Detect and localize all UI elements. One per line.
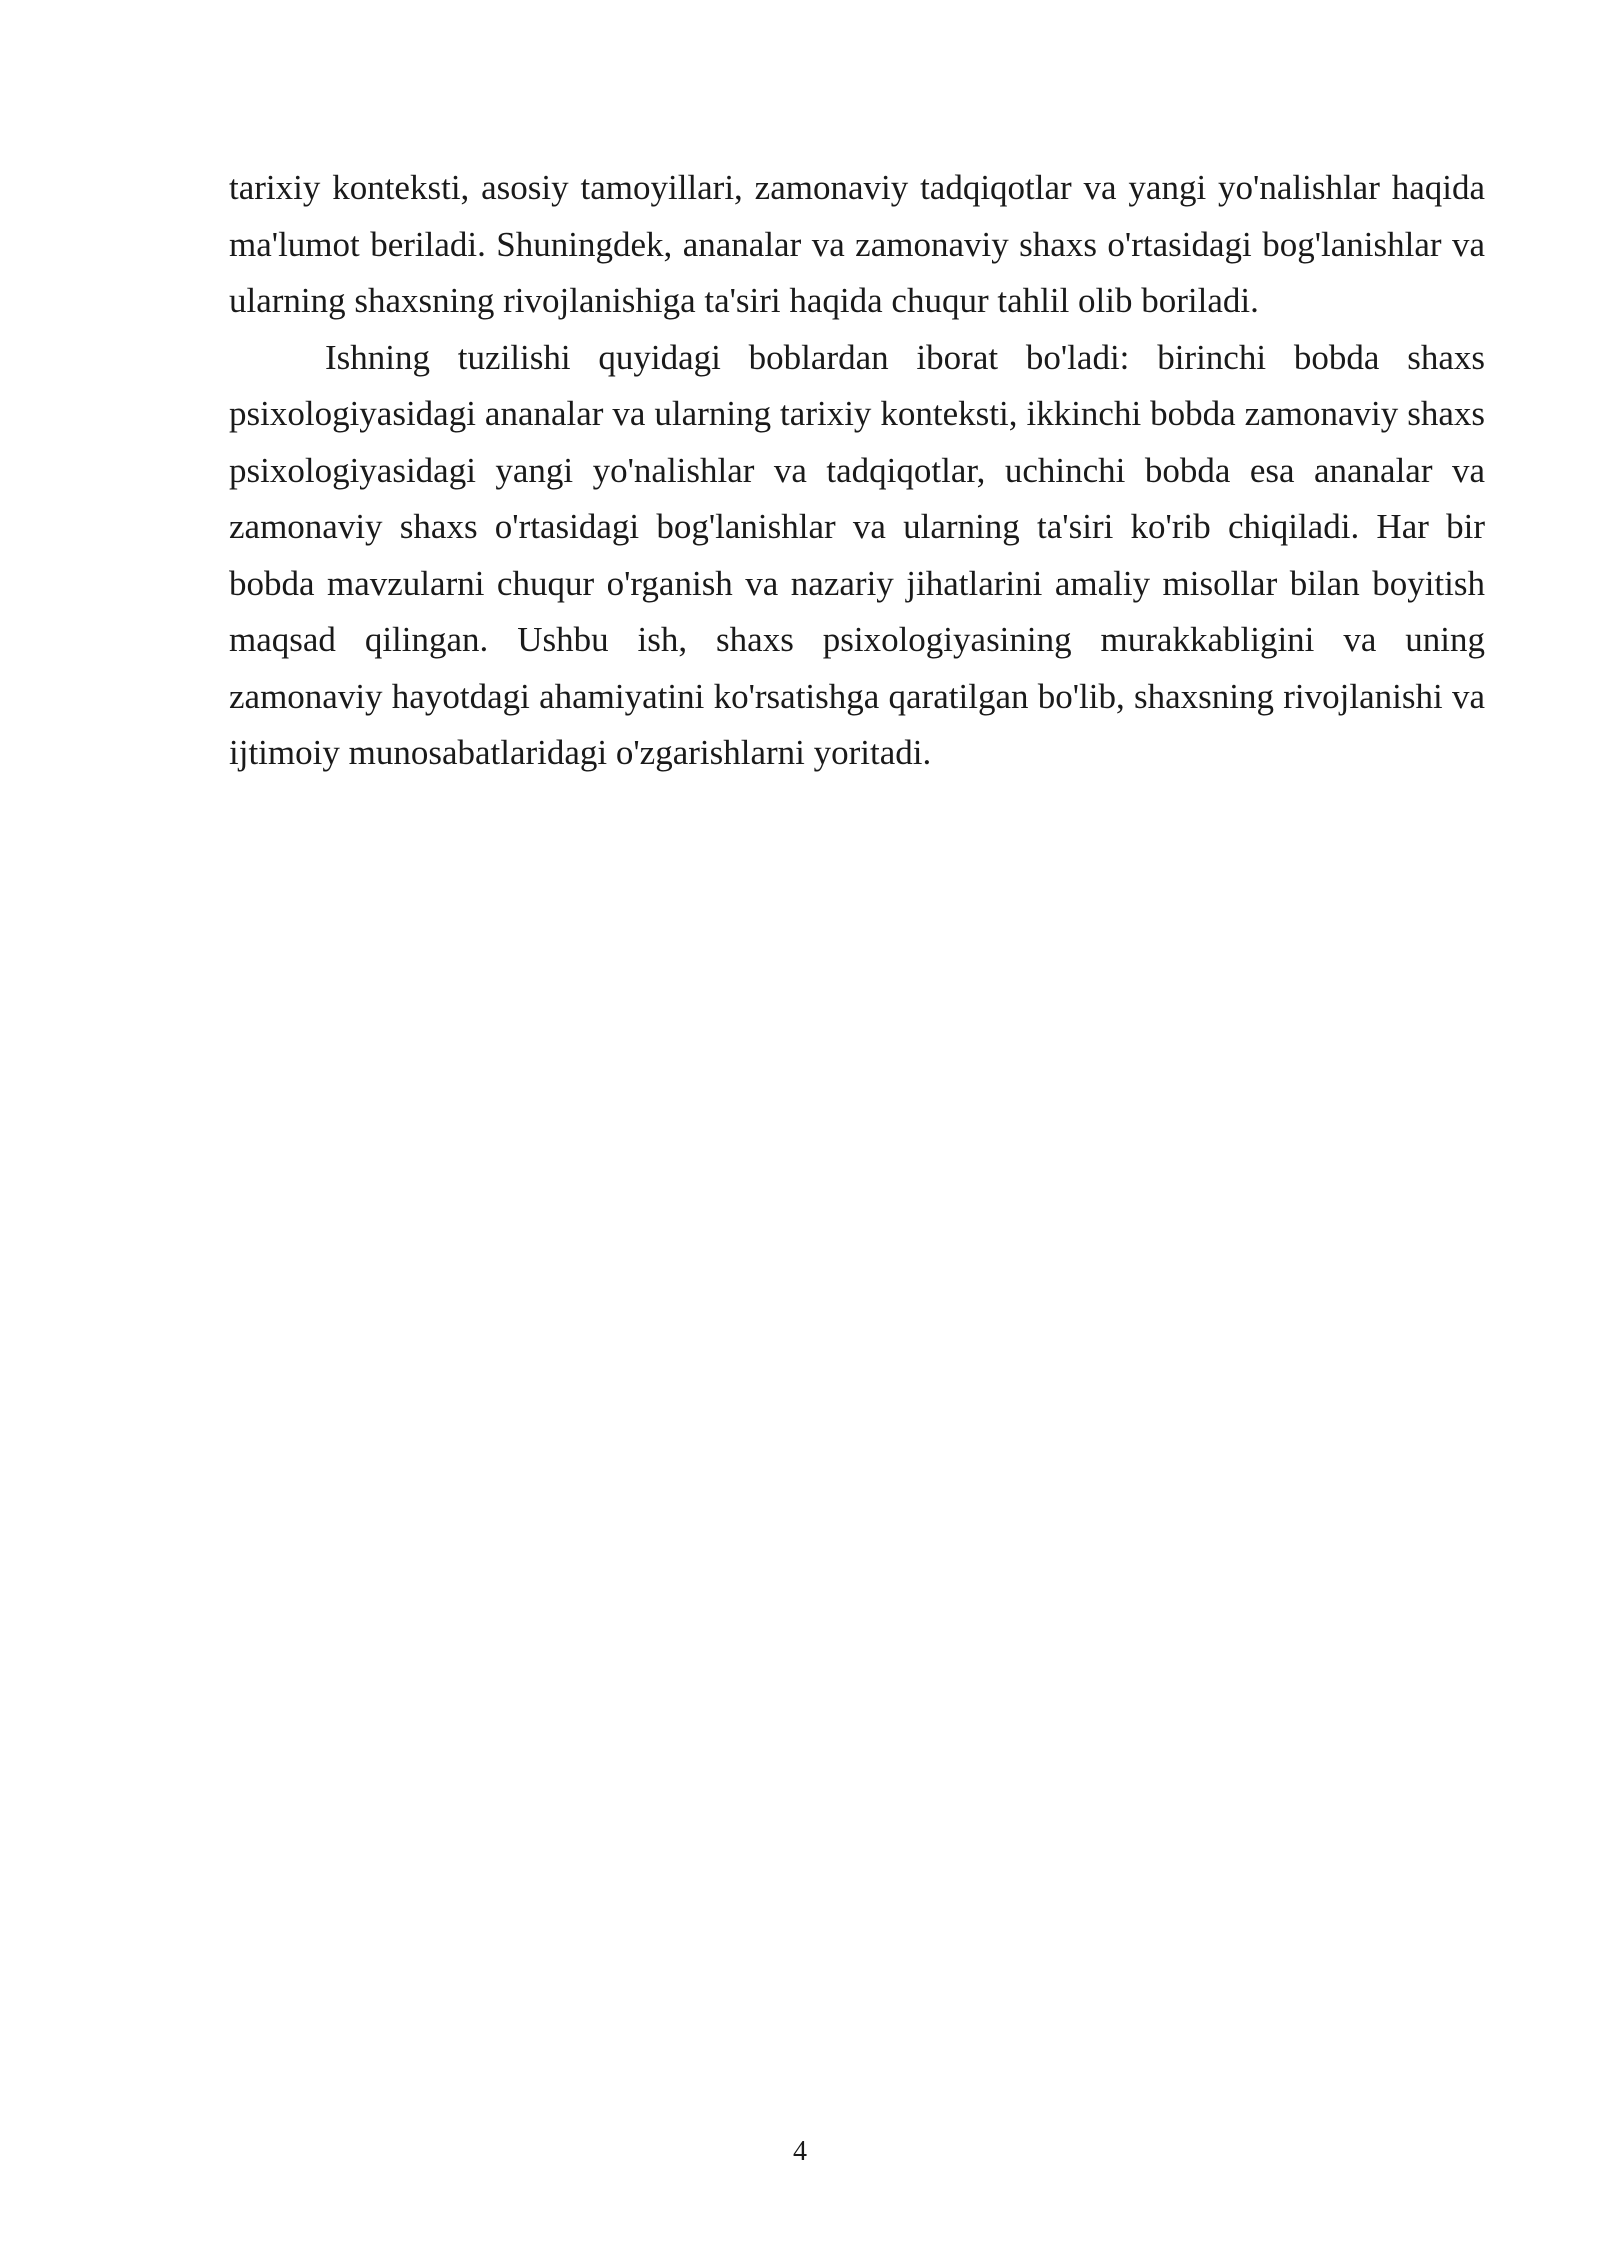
paragraph-structure: Ishning tuzilishi quyidagi boblardan iborat bo'ladi: birinchi bobda shaxs psixologiyasidagi ananalar va ularning tarixiy konteksti, ikkinchi bobda zamonaviy shaxs psixologiyasidagi yangi yo'nalishlar va tadqiqotlar, uchinchi bobda esa ananalar va zamonaviy shaxs o'rtasidagi bog'lanishlar va ularning ta'siri ko'rib chiqiladi. Har bir bobda mavzularni chuqur o'rganish va nazariy jihatlarini amaliy misollar bilan boyitish maqsad qilingan. Ushbu ish, shaxs psixologiyasining murakkabligini va uning zamonaviy hayotdagi ahamiyatini ko'rsatishga qaratilgan bo'lib, shaxsning rivojlanishi va ijtimoiy munosabatlaridagi o'zgarishlarni yoritadi. (229, 337, 1485, 772)
paragraph-continuation: tarixiy konteksti, asosiy tamoyillari, zamonaviy tadqiqotlar va yangi yo'nalishlar haqida ma'lumot beriladi. Shuningdek, ananalar va zamonaviy shaxs o'rtasidagi bog'lanishlar va ularning shaxsning rivojlanishiga ta'siri haqida chuqur tahlil olib boriladi. (229, 168, 1485, 320)
page-number: 4 (793, 2136, 807, 2167)
body-text (229, 160, 1485, 782)
